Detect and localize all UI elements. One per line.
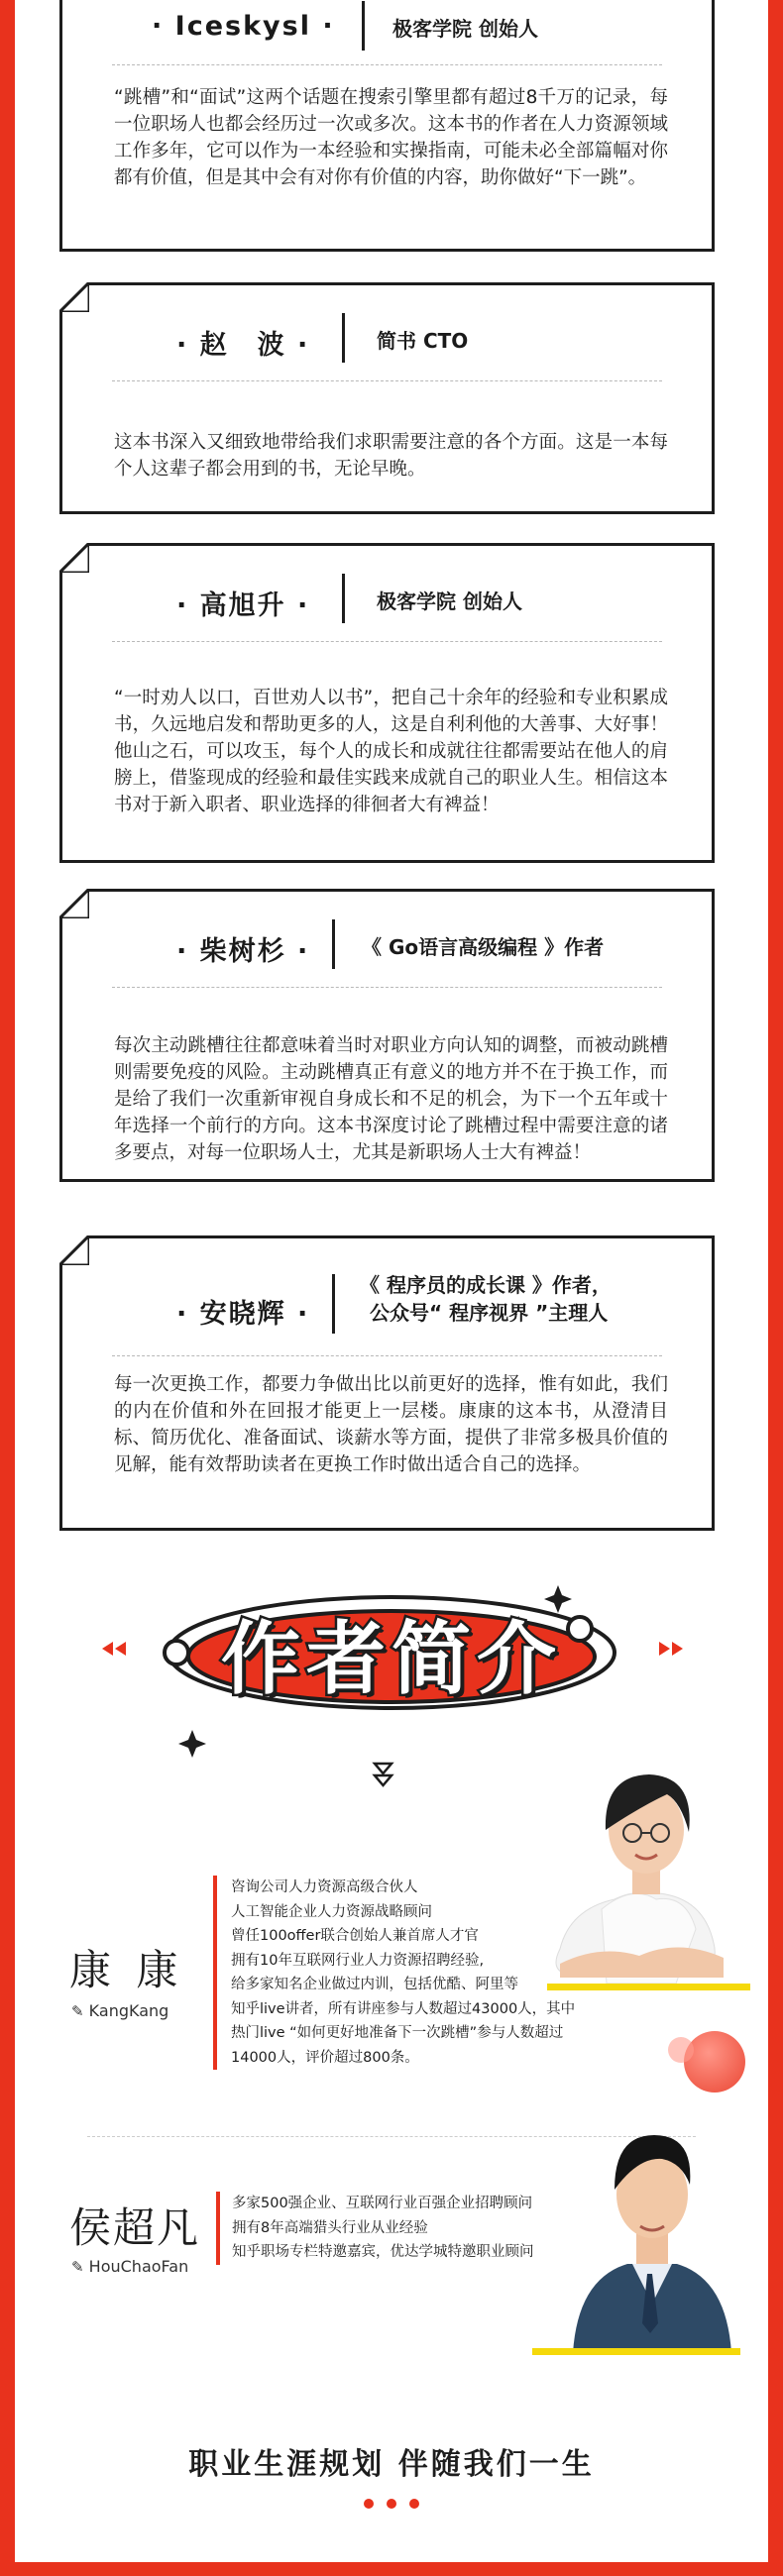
recommend-card-zhaobo [59,282,715,514]
header-divider [342,313,345,363]
author-bio-list [216,2192,534,2265]
author-bio-list [213,1876,575,2070]
header-divider [332,1274,335,1334]
dot [387,2499,396,2509]
dot [364,2499,374,2509]
card-header [62,313,712,365]
recommender-role: 《 Go语言高级编程 》作者 [362,935,605,959]
recommend-text: 每一次更换工作，都要力争做出比以前更好的选择，惟有如此，我们的内在价值和外在回报才能更上一层楼。康康的这本书，从澄清目标、简历优化、准备面试、谈薪水等方面，提供了非常多极具价值的见解，能有效帮助读者在更换工作时做出适合自己的选择。 [114,1374,668,1475]
bio-item: 知乎live讲者，所有讲座参与人数超过43000人，其中 [231,2000,576,2017]
recommender-role-line1: 《 程序员的成长课 》作者， [360,1273,612,1297]
recommender-name: · 高旭升 · [176,590,310,621]
edit-icon: ✎ [71,2002,84,2020]
recommender-name: · 赵 波 · [176,330,310,361]
bio-item: 拥有8年高端猎头行业从业经验 [232,2219,428,2236]
bio-item: 热门live “如何更好地准备下一次跳槽”参与人数超过 [231,2025,564,2041]
header-divider [362,1,365,51]
edit-icon: ✎ [71,2258,84,2276]
author-pinyin-row [71,2001,168,2020]
bio-item: 拥有10年互联网行业人力资源招聘经验, [231,1952,485,1969]
red-frame-right [768,0,783,2576]
author-name: 侯超凡 [69,2203,201,2252]
author-pinyin: KangKang [88,2001,169,2020]
dashed-separator [112,1355,662,1356]
folded-corner-icon [59,282,89,312]
section-title: 作者简介 [221,1613,562,1705]
recommender-name: · Iceskysl · [152,11,335,42]
author-photo-kangkang [540,1736,748,1984]
dashed-separator [112,380,662,381]
recommend-text: 这本书深入又细致地带给我们求职需要注意的各个方面。这是一本每个人这辈子都会用到的书，无论早晚。 [114,432,668,480]
card-header [62,574,712,625]
bio-item: 人工智能企业人力资源战略顾问 [231,1903,432,1920]
recommend-text: “一时劝人以口，百世劝人以书”，把自己十余年的经验和专业积累成书，久远地启发和帮助更多的人，这是自利利他的大善事、大好事！他山之石，可以攻玉，每个人的成长和成就往往都需要站在他人的肩膀上，借鉴现成的经验和最佳实践来成就自己的职业人生。相信这本书对于新入职者、职业选择的徘徊者大有裨益！ [114,688,668,815]
author-name: 康 康 [69,1946,184,1994]
bio-item: 14000人，评价超过800条。 [231,2049,419,2066]
bio-item: 曾任100offer联合创始人兼首席人才官 [231,1928,479,1944]
yellow-underline [532,2348,740,2355]
author-pinyin-row [71,2257,188,2276]
recommend-card-gaoxusheng [59,543,715,863]
recommender-name: · 安晓辉 · [176,1299,310,1330]
recommend-text: 每次主动跳槽往往都意味着当时对职业方向认知的调整，而被动跳槽则需要免疫的风险。主动跳槽真正有意义的地方并不在于换工作，而是给了我们一次重新审视自身成长和不足的机会，为下一个五年或十年选择一个前行的方向。这本书深度讨论了跳槽过程中需要注意的诸多要点，对每一位职场人士，尤其是新职场人士大有裨益！ [114,1035,668,1163]
dashed-separator [112,987,662,988]
bio-item: 咨询公司人力资源高级合伙人 [231,1879,418,1895]
recommend-text: “跳槽”和“面试”这两个话题在搜索引擎里都有超过8千万的记录，每一位职场人也都会经历过一次或多次。这本书的作者在人力资源领域工作多年，它可以作为一本经验和实操指南，可能未必全部篇幅对你都有价值，但是其中会有对你有价值的内容，助你做好“下一跳”。 [114,87,668,188]
recommender-role: 简书 CTO [377,329,469,353]
recommender-role-line2: 公众号“ 程序视界 ”主理人 [370,1301,609,1325]
red-frame-bottom [0,2562,783,2576]
author-pinyin: HouChaoFan [88,2257,189,2276]
red-frame-left [0,0,15,2576]
dashed-separator [112,641,662,642]
recommend-card-iceskysl [59,0,715,252]
header-divider [332,919,335,969]
folded-corner-icon [59,889,89,918]
card-header [62,1,712,53]
bio-item: 给多家知名企业做过内训，包括优酷、阿里等 [231,1977,518,1992]
yellow-underline [547,1984,750,1990]
header-divider [342,574,345,623]
card-header [62,1266,712,1330]
recommender-role: 极客学院 创始人 [377,590,522,613]
slogan: 职业生涯规划 伴随我们一生 [188,2447,595,2482]
recommender-role: 极客学院 创始人 [392,17,538,41]
recommender-name: · 柴树杉 · [176,936,310,967]
author-photo-houchaofan [563,2105,741,2353]
bio-item: 知乎职场专栏特邀嘉宾，优达学城特邀职业顾问 [232,2244,534,2260]
recommend-card-chaishushan [59,889,715,1182]
page-dots [364,2499,419,2513]
decor-circle-small [668,2037,694,2063]
folded-corner-icon [59,1235,89,1265]
recommend-card-anxiaohui [59,1235,715,1531]
recommender-role [360,1271,612,1327]
dashed-separator [112,64,662,65]
folded-corner-icon [59,543,89,573]
bio-item: 多家500强企业、互联网行业百强企业招聘顾问 [232,2196,533,2211]
decor-circle-large [684,2031,745,2093]
dot [409,2499,419,2509]
card-header [62,919,712,971]
